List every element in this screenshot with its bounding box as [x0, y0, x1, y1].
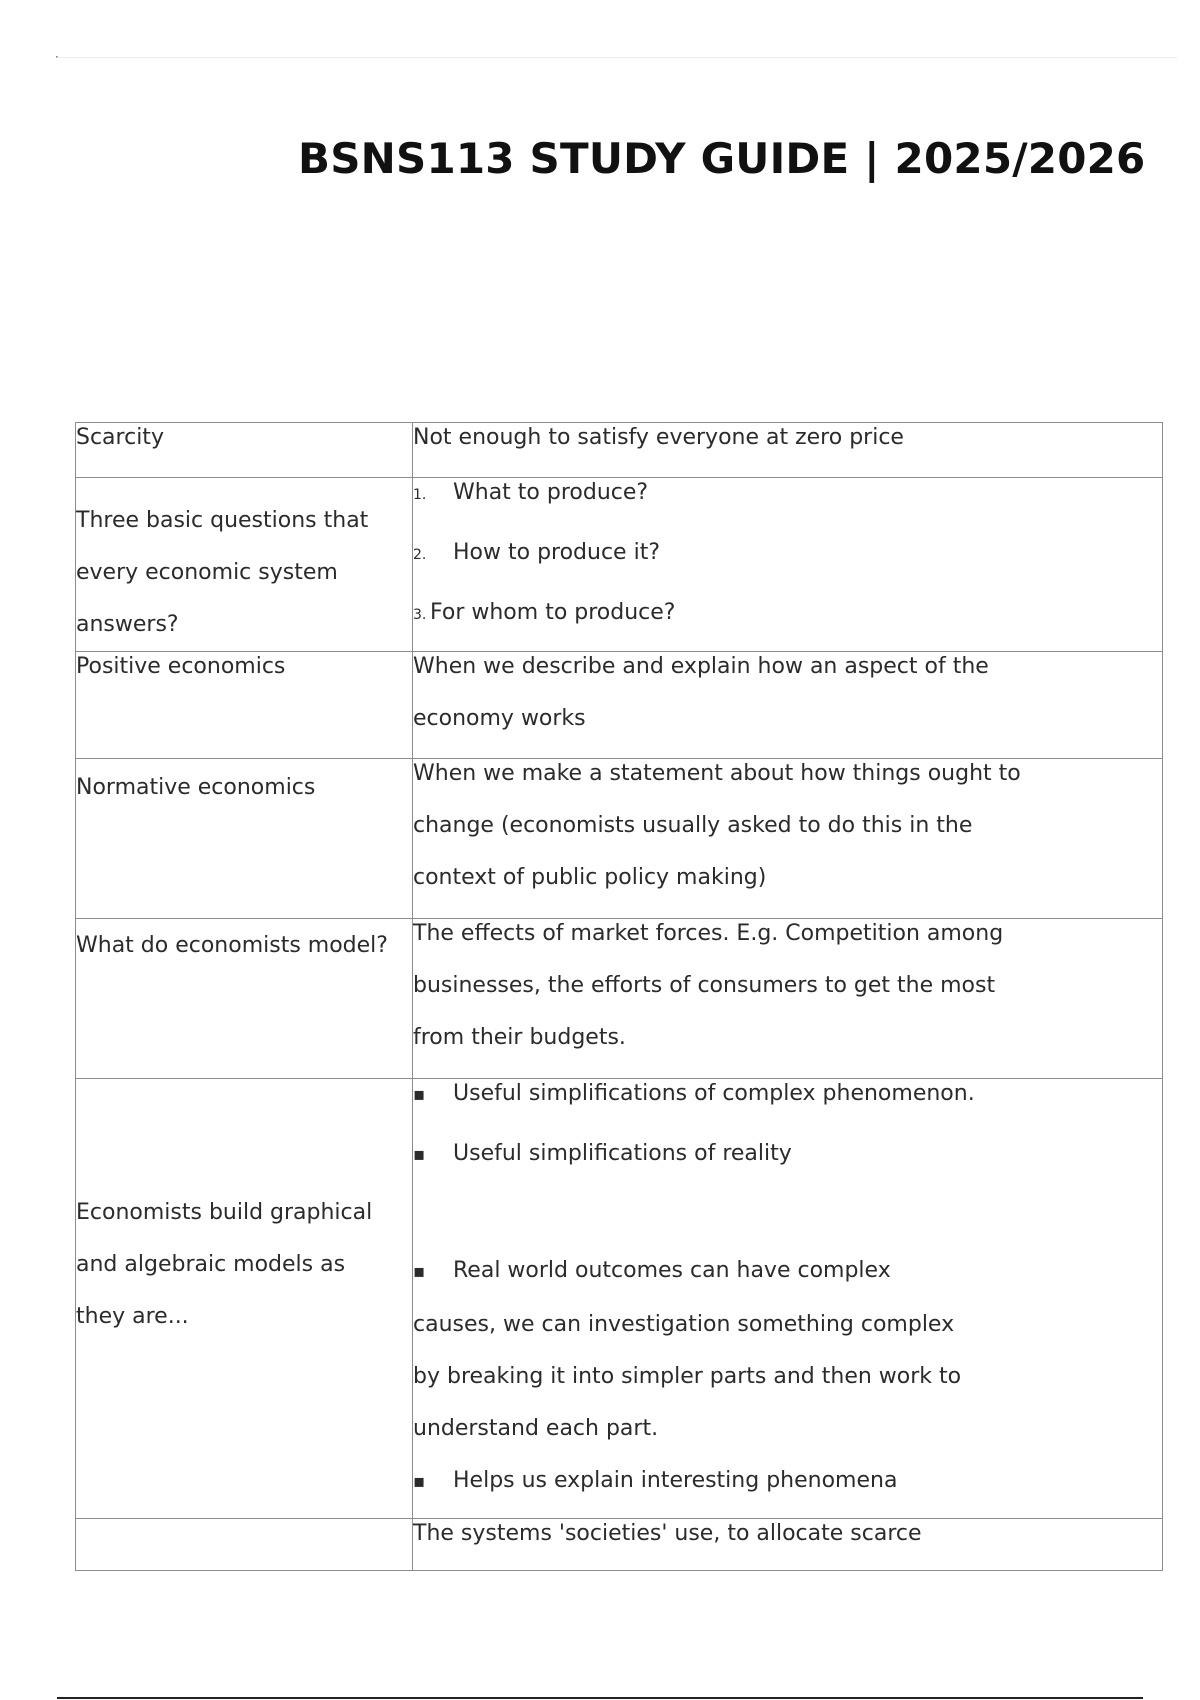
study-guide-table	[75, 422, 1163, 1571]
list-text: How to produce it?	[453, 540, 661, 565]
footer-rule	[57, 1697, 1143, 1699]
table-row	[76, 652, 1163, 759]
definition-text: economy works	[413, 706, 586, 731]
table-row	[76, 478, 1163, 652]
term-cell	[76, 1079, 413, 1519]
term-text: What do economists model?	[76, 933, 388, 958]
definition-cell	[413, 759, 1163, 919]
definition-cell	[413, 919, 1163, 1079]
term-text: Normative economics	[76, 775, 316, 800]
definition-text: When we describe and explain how an aspect of the	[413, 654, 989, 679]
bullet-text: Real world outcomes can have complex	[453, 1258, 891, 1283]
bullet-item	[413, 1466, 1162, 1498]
bullet-icon	[413, 1257, 453, 1288]
bullet-item	[413, 1139, 1162, 1171]
definition-text: from their budgets.	[413, 1025, 626, 1050]
bullet-item	[413, 1079, 1162, 1111]
document-title: BSNS113 STUDY GUIDE | 2025/2026	[298, 134, 1146, 183]
definition-cell	[413, 1519, 1163, 1571]
definition-text: When we make a statement about how things ought to	[413, 761, 1021, 786]
term-cell	[76, 1519, 413, 1571]
list-item	[413, 538, 1162, 570]
list-item	[413, 598, 1162, 630]
definition-text: businesses, the efforts of consumers to get the most	[413, 973, 996, 998]
header-rule	[57, 57, 1177, 58]
term-text: they are...	[76, 1304, 189, 1329]
definition-cell	[413, 478, 1163, 652]
continuation-text: by breaking it into simpler parts and then work to	[413, 1364, 962, 1389]
bullet-icon	[413, 1080, 453, 1111]
table-row	[76, 919, 1163, 1079]
definition-cell	[413, 652, 1163, 759]
list-number: 3.	[413, 607, 427, 623]
definition-text: The systems 'societies' use, to allocate scarce	[413, 1521, 922, 1546]
definition-text: The effects of market forces. E.g. Competition among	[413, 921, 1004, 946]
bullet-text: Useful simplifications of complex phenomenon.	[453, 1081, 975, 1106]
term-cell	[76, 652, 413, 759]
term-cell	[76, 423, 413, 478]
term-cell	[76, 919, 413, 1079]
bullet-text: Useful simplifications of reality	[453, 1141, 792, 1166]
list-text: For whom to produce?	[430, 600, 676, 625]
continuation-text: causes, we can investigation something complex	[413, 1312, 955, 1337]
table-row	[76, 423, 1163, 478]
term-text: answers?	[76, 612, 179, 637]
term-text: Three basic questions that	[76, 508, 369, 533]
term-text: and algebraic models as	[76, 1252, 346, 1277]
list-item	[413, 478, 1162, 510]
list-number: 1.	[413, 487, 427, 503]
table-row	[76, 1519, 1163, 1571]
definition-cell	[413, 1079, 1163, 1519]
term-text: Scarcity	[76, 425, 164, 450]
continuation-text: understand each part.	[413, 1416, 659, 1441]
term-text: every economic system	[76, 560, 338, 585]
definition-text: change (economists usually asked to do this in the	[413, 813, 973, 838]
bullet-item	[413, 1256, 1162, 1288]
list-text: What to produce?	[453, 480, 649, 505]
term-text: Positive economics	[76, 654, 286, 679]
definition-cell	[413, 423, 1163, 478]
bullet-icon	[413, 1140, 453, 1171]
term-cell	[76, 478, 413, 652]
list-number: 2.	[413, 547, 427, 563]
table-row	[76, 1079, 1163, 1519]
definition-text: context of public policy making)	[413, 865, 767, 890]
table-row	[76, 759, 1163, 919]
definition-text: Not enough to satisfy everyone at zero price	[413, 425, 904, 450]
term-cell	[76, 759, 413, 919]
term-text: Economists build graphical	[76, 1200, 373, 1225]
spacer	[413, 1171, 1162, 1256]
bullet-text: Helps us explain interesting phenomena	[453, 1468, 898, 1493]
bullet-icon	[413, 1467, 453, 1498]
